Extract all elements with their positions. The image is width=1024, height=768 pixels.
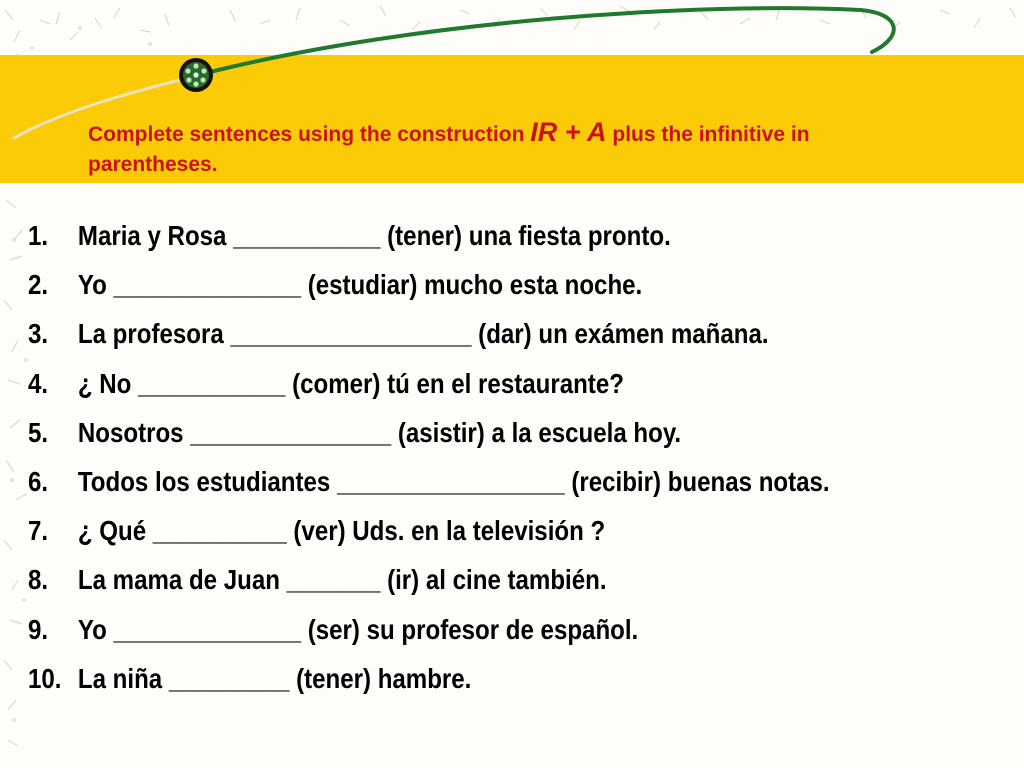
item-sentence: Yo ______________ (ser) su profesor de español. <box>77 613 639 645</box>
item-number: 5. <box>28 416 49 448</box>
item-number: 3. <box>28 318 49 350</box>
item-number: 4. <box>28 367 49 399</box>
instruction-text <box>88 117 918 180</box>
item-number: 9. <box>28 613 49 645</box>
item-sentence: ¿ No ___________ (comer) tú en el restaurante? <box>77 367 624 399</box>
item-number: 2. <box>28 269 49 301</box>
item-number: 1. <box>28 220 49 251</box>
item-number: 7. <box>28 515 49 547</box>
instruction-part-2: plus the infinitive in parentheses. <box>88 123 810 176</box>
item-sentence: Maria y Rosa ___________ (tener) una fiesta pronto. <box>77 220 671 251</box>
item-sentence: La niña _________ (tener) hambre. <box>77 662 472 694</box>
bullet-orb-icon <box>179 58 213 92</box>
item-sentence: Nosotros _______________ (asistir) a la escuela hoy. <box>77 416 682 448</box>
item-sentence: La profesora __________________ (dar) un exámen mañana. <box>77 318 769 350</box>
item-number: 10. <box>28 662 62 694</box>
instruction-emphasis: IR + A <box>530 117 607 147</box>
item-number: 8. <box>28 564 49 596</box>
item-sentence: La mama de Juan _______ (ir) al cine también. <box>77 564 607 596</box>
item-number: 6. <box>28 465 49 497</box>
item-sentence: Yo ______________ (estudiar) mucho esta noche. <box>77 269 643 301</box>
item-sentence: Todos los estudiantes _________________ (recibir) buenas notas. <box>77 465 830 497</box>
item-sentence: ¿ Qué __________ (ver) Uds. en la televisión ? <box>77 515 606 547</box>
instruction-part-1: Complete sentences using the construction <box>88 123 531 146</box>
